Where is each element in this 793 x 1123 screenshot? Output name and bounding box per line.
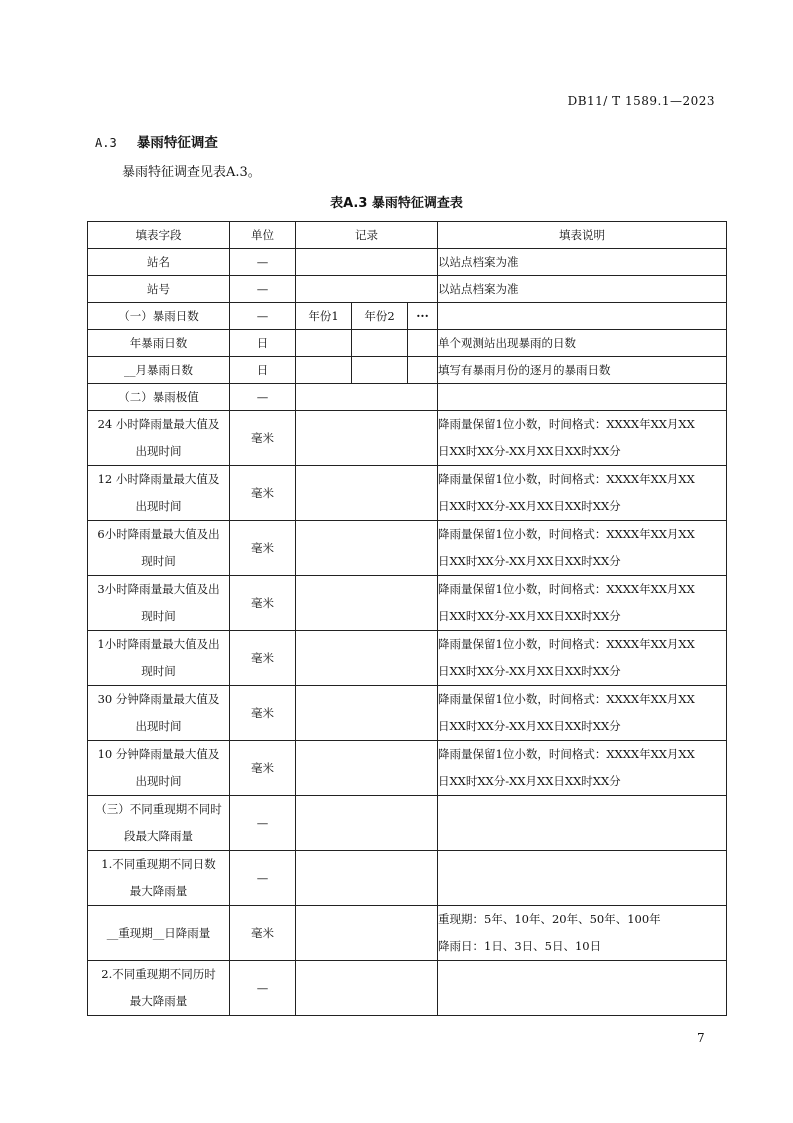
note-cell bbox=[438, 906, 727, 961]
more-record-cell[interactable] bbox=[408, 330, 438, 357]
field-line: 2.不同重现期不同历时 bbox=[101, 967, 216, 981]
table-row bbox=[88, 631, 727, 686]
unit-cell: 毫米 bbox=[230, 411, 296, 466]
note-cell bbox=[438, 576, 727, 631]
field-cell bbox=[88, 411, 230, 466]
standard-code: DB11/ T 1589.1—2023 bbox=[567, 94, 715, 108]
field-line: 最大降雨量 bbox=[129, 994, 188, 1008]
field-line: 现时间 bbox=[141, 609, 176, 623]
field-cell: __重现期__日降雨量 bbox=[88, 906, 230, 961]
note-cell bbox=[438, 411, 727, 466]
record-cell[interactable] bbox=[296, 686, 438, 741]
field-cell: 站号 bbox=[88, 276, 230, 303]
field-cell bbox=[88, 961, 230, 1016]
note-cell bbox=[438, 631, 727, 686]
table-row bbox=[88, 276, 727, 303]
note-line: 日XX时XX分-XX月XX日XX时XX分 bbox=[438, 554, 621, 568]
field-cell: 年暴雨日数 bbox=[88, 330, 230, 357]
note-line: 重现期：5年、10年、20年、50年、100年 bbox=[438, 912, 661, 926]
record-cell[interactable] bbox=[296, 384, 438, 411]
record-cell[interactable] bbox=[296, 851, 438, 906]
ellipsis: ··· bbox=[408, 303, 438, 330]
field-line: 12 小时降雨量最大值及 bbox=[97, 472, 220, 486]
unit-cell: 日 bbox=[230, 357, 296, 384]
year-2-record-cell[interactable] bbox=[352, 330, 408, 357]
unit-cell: 毫米 bbox=[230, 906, 296, 961]
note-line: 日XX时XX分-XX月XX日XX时XX分 bbox=[438, 664, 621, 678]
field-cell bbox=[88, 741, 230, 796]
table-row bbox=[88, 851, 727, 906]
unit-cell: 毫米 bbox=[230, 521, 296, 576]
record-cell[interactable] bbox=[296, 741, 438, 796]
field-cell bbox=[88, 521, 230, 576]
table-row bbox=[88, 466, 727, 521]
year-1-header: 年份1 bbox=[296, 303, 352, 330]
unit-cell: 毫米 bbox=[230, 466, 296, 521]
unit-cell: — bbox=[230, 249, 296, 276]
table-row bbox=[88, 357, 727, 384]
note-cell: 以站点档案为准 bbox=[438, 249, 727, 276]
table-row bbox=[88, 741, 727, 796]
note-cell bbox=[438, 384, 727, 411]
record-cell[interactable] bbox=[296, 249, 438, 276]
field-line: 10 分钟降雨量最大值及 bbox=[97, 747, 220, 761]
note-line: 日XX时XX分-XX月XX日XX时XX分 bbox=[438, 444, 621, 458]
section-number: A.3 bbox=[95, 136, 117, 150]
field-line: （三）不同重现期不同时 bbox=[95, 802, 222, 816]
field-line: 6小时降雨量最大值及出 bbox=[97, 527, 220, 541]
table-row bbox=[88, 303, 727, 330]
year-1-record-cell[interactable] bbox=[296, 330, 352, 357]
table-row bbox=[88, 906, 727, 961]
section-title: 暴雨特征调查 bbox=[136, 135, 218, 151]
field-cell bbox=[88, 466, 230, 521]
note-cell: 以站点档案为准 bbox=[438, 276, 727, 303]
section-heading bbox=[95, 131, 218, 151]
note-line: 日XX时XX分-XX月XX日XX时XX分 bbox=[438, 609, 621, 623]
field-cell bbox=[88, 851, 230, 906]
table-row bbox=[88, 521, 727, 576]
unit-cell: — bbox=[230, 384, 296, 411]
year-1-record-cell[interactable] bbox=[296, 357, 352, 384]
table-row bbox=[88, 249, 727, 276]
field-line: 出现时间 bbox=[135, 774, 182, 788]
record-cell[interactable] bbox=[296, 521, 438, 576]
table-row bbox=[88, 384, 727, 411]
field-cell bbox=[88, 631, 230, 686]
field-cell bbox=[88, 686, 230, 741]
note-cell: 填写有暴雨月份的逐月的暴雨日数 bbox=[438, 357, 727, 384]
field-cell: （二）暴雨极值 bbox=[88, 384, 230, 411]
unit-cell: — bbox=[230, 851, 296, 906]
table-row bbox=[88, 796, 727, 851]
field-line: 现时间 bbox=[141, 554, 176, 568]
field-line: 1.不同重现期不同日数 bbox=[101, 857, 216, 871]
more-record-cell[interactable] bbox=[408, 357, 438, 384]
unit-cell: — bbox=[230, 276, 296, 303]
rainstorm-survey-table bbox=[87, 221, 727, 1016]
note-cell bbox=[438, 796, 727, 851]
note-line: 降雨量保留1位小数，时间格式：XXXX年XX月XX bbox=[438, 417, 695, 431]
unit-cell: 毫米 bbox=[230, 576, 296, 631]
note-cell bbox=[438, 466, 727, 521]
note-cell: 单个观测站出现暴雨的日数 bbox=[438, 330, 727, 357]
note-line: 降雨量保留1位小数，时间格式：XXXX年XX月XX bbox=[438, 527, 695, 541]
header-unit: 单位 bbox=[230, 222, 296, 249]
note-line: 降雨量保留1位小数，时间格式：XXXX年XX月XX bbox=[438, 692, 695, 706]
note-cell bbox=[438, 686, 727, 741]
field-cell bbox=[88, 576, 230, 631]
unit-cell: 毫米 bbox=[230, 741, 296, 796]
field-cell: （一）暴雨日数 bbox=[88, 303, 230, 330]
field-line: 最大降雨量 bbox=[129, 884, 188, 898]
unit-cell: 日 bbox=[230, 330, 296, 357]
page-number: 7 bbox=[697, 1031, 705, 1045]
table-row bbox=[88, 330, 727, 357]
field-line: 24 小时降雨量最大值及 bbox=[97, 417, 220, 431]
field-cell: __月暴雨日数 bbox=[88, 357, 230, 384]
field-line: 3小时降雨量最大值及出 bbox=[97, 582, 220, 596]
table-caption: 表A.3 暴雨特征调查表 bbox=[330, 196, 463, 211]
record-cell[interactable] bbox=[296, 466, 438, 521]
table-row bbox=[88, 411, 727, 466]
field-cell: 站名 bbox=[88, 249, 230, 276]
field-line: 现时间 bbox=[141, 664, 176, 678]
note-cell bbox=[438, 741, 727, 796]
header-note: 填表说明 bbox=[438, 222, 727, 249]
year-2-record-cell[interactable] bbox=[352, 357, 408, 384]
record-cell[interactable] bbox=[296, 631, 438, 686]
note-cell bbox=[438, 303, 727, 330]
header-field: 填表字段 bbox=[88, 222, 230, 249]
header-record: 记录 bbox=[296, 222, 438, 249]
note-line: 降雨量保留1位小数，时间格式：XXXX年XX月XX bbox=[438, 582, 695, 596]
section-intro: 暴雨特征调查见表A.3。 bbox=[122, 165, 261, 180]
unit-cell: — bbox=[230, 303, 296, 330]
note-line: 降雨量保留1位小数，时间格式：XXXX年XX月XX bbox=[438, 747, 695, 761]
table-row bbox=[88, 686, 727, 741]
note-line: 日XX时XX分-XX月XX日XX时XX分 bbox=[438, 774, 621, 788]
record-cell[interactable] bbox=[296, 906, 438, 961]
note-cell bbox=[438, 521, 727, 576]
note-cell bbox=[438, 851, 727, 906]
record-cell[interactable] bbox=[296, 411, 438, 466]
table-header-row bbox=[88, 222, 727, 249]
note-line: 降雨量保留1位小数，时间格式：XXXX年XX月XX bbox=[438, 637, 695, 651]
table-row bbox=[88, 576, 727, 631]
field-line: 1小时降雨量最大值及出 bbox=[97, 637, 220, 651]
field-line: 30 分钟降雨量最大值及 bbox=[97, 692, 220, 706]
record-cell[interactable] bbox=[296, 961, 438, 1016]
field-line: 出现时间 bbox=[135, 499, 182, 513]
record-cell[interactable] bbox=[296, 576, 438, 631]
record-cell[interactable] bbox=[296, 796, 438, 851]
field-cell bbox=[88, 796, 230, 851]
unit-cell: 毫米 bbox=[230, 631, 296, 686]
field-line: 段最大降雨量 bbox=[124, 829, 193, 843]
unit-cell: 毫米 bbox=[230, 686, 296, 741]
table-row bbox=[88, 961, 727, 1016]
record-cell[interactable] bbox=[296, 276, 438, 303]
unit-cell: — bbox=[230, 961, 296, 1016]
field-line: 出现时间 bbox=[135, 719, 182, 733]
year-2-header: 年份2 bbox=[352, 303, 408, 330]
note-cell bbox=[438, 961, 727, 1016]
note-line: 降雨日：1日、3日、5日、10日 bbox=[438, 939, 602, 953]
note-line: 日XX时XX分-XX月XX日XX时XX分 bbox=[438, 719, 621, 733]
note-line: 日XX时XX分-XX月XX日XX时XX分 bbox=[438, 499, 621, 513]
field-line: 出现时间 bbox=[135, 444, 182, 458]
unit-cell: — bbox=[230, 796, 296, 851]
note-line: 降雨量保留1位小数，时间格式：XXXX年XX月XX bbox=[438, 472, 695, 486]
